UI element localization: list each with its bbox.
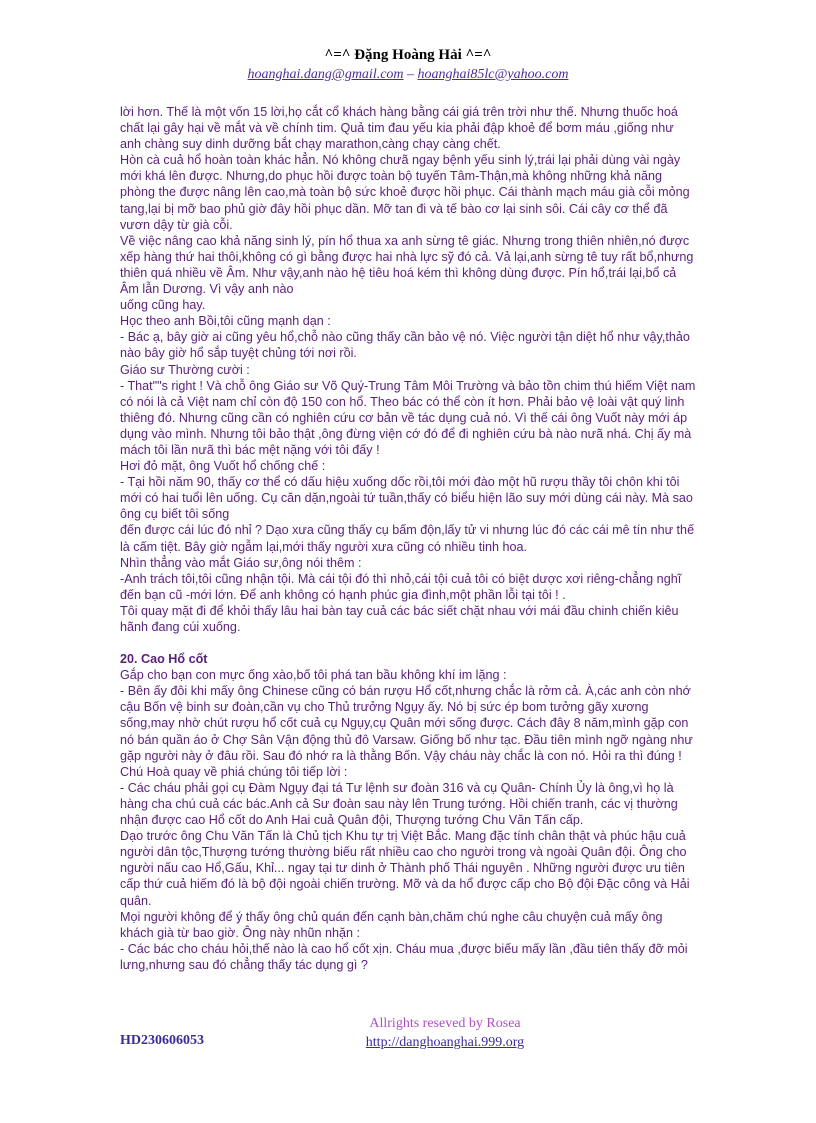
paragraph: Hòn cà cuả hổ hoàn toàn khác hẳn. Nó không chưã ngay bệnh yếu sinh lý,trái lại phải dùng vài ngày mới khá lên được. Nhưng,do phục hồi được toàn bộ tuyến Tâm-Thận,mà không những khả năng phòng the được nâng lên cao,mà toàn bộ sức khoẻ được hồi phục. Cái thành mạch máu già cỗi mỏng tang,lại bị mỡ bao phủ giờ đây hồi phục dần. Mỡ tan đi và tế bào cơ lại sinh sôi. Cái cây cơ thể đã vươn dậy từ già cỗi.: [120, 153, 690, 232]
paragraph: Học theo anh Bồi,tôi cũng mạnh dạn :: [120, 314, 331, 329]
paragraph: Nhìn thẳng vào mắt Giáo sư,ông nói thêm :: [120, 555, 362, 570]
email-separator: –: [403, 67, 418, 82]
paragraph: uống cũng hay.: [120, 298, 206, 313]
paragraph: - Tại hồi năm 90, thấy cơ thể có dấu hiệu xuống dốc rồi,tôi mới đào một hũ rượu thầy tôi chôn khi tôi mới có hai tuổi lên uống. Cụ căn dặn,ngoài tứ tuần,thấy có biểu hiện lão suy mới dùng cái này. Mà sao ông cụ biết tôi sống: [120, 475, 693, 522]
page-footer: [330, 1014, 560, 1052]
paragraph: Hơi đỏ mặt, ông Vuốt hổ chống chế :: [120, 459, 326, 474]
author-emails: [0, 66, 816, 84]
page-header: [0, 46, 816, 84]
document-body: [120, 104, 698, 973]
section-title: 20. Cao Hổ cốt: [120, 652, 208, 667]
paragraph: - That""s right ! Và chỗ ông Giáo sư Võ Quý-Trung Tâm Môi Trường và bảo tồn chim thú hiếm Việt nam có nói là cả Việt nam chỉ còn độ 150 con hổ. Theo bác có thể còn ít hơn. Phải bảo vệ loài vật quý linh thiêng đó. Nhưng cũng cần có nghiên cứu cơ bản về tác dụng cuả nó. Vì thế cái ông Vuốt này mới áp dụng vào mình. Nhưng tôi bảo thật ,ông đừng viện cớ đó để đi nghiên cứu bà nào nưã nhá. Chị ấy mà mách tôi lần nưã thì bác mệt nặng với tôi đấy !: [120, 378, 696, 457]
paragraph: Chú Hoà quay về phiá chúng tôi tiếp lời :: [120, 764, 348, 779]
paragraph: lời hơn. Thế là một vốn 15 lời,họ cắt cổ khách hàng bằng cái giá trên trời như thế. Nhưng thuốc hoá chất lại gây hại về mắt và về chính tim. Quả tim đau yếu kia phải đập khoẻ để bơm máu ,giống như anh chàng suy dinh dưỡng bắt chạy marathon,càng chạy càng chết.: [120, 105, 678, 152]
paragraph: - Bác ạ, bây giờ ai cũng yêu hổ,chỗ nào cũng thấy cần bảo vệ nó. Việc người tận diệt hổ như vậy,thảo nào bây giờ hổ sắp tuyệt chủng tới nơi rồi.: [120, 330, 690, 361]
document-id: HD230606053: [120, 1033, 204, 1048]
paragraph: Dạo trước ông Chu Văn Tấn là Chủ tịch Khu tự trị Việt Bắc. Mang đặc tính chân thật và phúc hậu cuả người dân tộc,Thượng tướng thường biếu rất nhiều cao cho người trong và ngoài Quân đội. Ông cho người nấu cao Hổ,Gấu, Khỉ... ngay tại tư dinh ở Thành phố Thái nguyên . Những người được ưu tiên cấp thứ cuả hiếm đó là bộ đội ngoài chiến trường. Mỡ và da hổ được cấp cho Bộ đội Đặc công và Hải quân.: [120, 829, 690, 908]
paragraph: Giáo sư Thường cười :: [120, 362, 250, 377]
email-link-gmail[interactable]: hoanghai.dang@gmail.com: [247, 67, 404, 82]
paragraph: - Các cháu phải gọi cụ Đàm Ngụy đại tá Tư lệnh sư đoàn 316 và cụ Quân- Chính Ủy là ông,vì họ là hàng cha chú cuả các bác.Anh cả Sư đoàn sau này lên Trung tướng. Hồi chiến tranh, các vị thường nhận được cao Hổ cốt do Anh Hai cuả Quân đội, Thượng tướng Chu Văn Tấn cấp.: [120, 780, 678, 828]
paragraph: Tôi quay mặt đi để khỏi thấy lâu hai bàn tay cuả các bác siết chặt nhau với mái đầu chinh chiến kiêu hãnh đang cúi xuống.: [120, 603, 679, 634]
paragraph: - Bên ấy đôi khi mấy ông Chinese cũng có bán rượu Hổ cốt,nhưng chắc là rởm cả. À,các anh còn nhớ cậu Bốn vệ binh sư đoàn,cần vụ cho Thủ trưởng Ngụy ấy. Nó bị sức ép bom tưởng gãy xương sống,may nhờ chút rượu hổ cốt cuả cụ Ngụy,cụ Quân mới sống được. Cách đây 8 năm,mình gặp con nó bán quần áo ở Chợ Sân Vận động thủ đô Varsaw. Giống bố như tạc. Đầu tiên mình ngỡ ngàng như gặp người này ở đâu rồi. Sau đó nhớ ra là thằng Bốn. Vậy cháu này chắc là con nó. Hỏi ra thì đúng !: [120, 684, 693, 763]
copyright-notice: Allrights reseved by Rosea: [369, 1016, 521, 1031]
paragraph: đến được cái lúc đó nhỉ ? Dạo xưa cũng thấy cụ bấm độn,lấy tử vi nhưng lúc đó các cái mê tín như thế là cấm tiệt. Bây giờ ngẫm lại,mới thấy người xưa cũng có nhiều tinh hoa.: [120, 523, 695, 554]
paragraph: Mọi người không để ý thấy ông chủ quán đến cạnh bàn,chăm chú nghe câu chuyện cuả mấy ông khách già từ bao giờ. Ông này nhũn nhặn :: [120, 909, 663, 940]
paragraph: - Các bác cho cháu hỏi,thế nào là cao hổ cốt xịn. Cháu mua ,được biếu mấy lần ,đầu tiên thấy đỡ mỏi lưng,nhưng sau đó chẳng thấy tác dụng gì ?: [120, 941, 688, 972]
paragraph: Gắp cho bạn con mực ống xào,bố tôi phá tan bầu không khí im lặng :: [120, 668, 507, 683]
email-link-yahoo[interactable]: hoanghai85lc@yahoo.com: [417, 67, 569, 82]
paragraph: -Anh trách tôi,tôi cũng nhận tội. Mà cái tội đó thì nhỏ,cái tội cuả tôi có biệt dược xơi riêng-chẳng nghĩ đến bạn cũ -mới lớn. Để anh không có hạnh phúc gia đình,một phần lỗi tại tôi ! .: [120, 571, 682, 602]
website-link[interactable]: http://danghoanghai.999.org: [365, 1035, 525, 1050]
author-title: ^=^ Đặng Hoàng Hải ^=^: [324, 47, 492, 63]
paragraph: Về việc nâng cao khả năng sinh lý, pín hổ thua xa anh sừng tê giác. Nhưng trong thiên nhiên,nó được xếp hàng thứ hai thôi,không có gì bằng được hai nhà lực sỹ đó cả. Vả lại,anh sừng tê tuy rất bổ,nhưng thiên quá nhiều về Âm. Như vậy,anh nào hệ tiêu hoá kém thì không dùng được. Pín hổ,trái lại,bổ cả Âm lẫn Dương. Vì vậy anh nào: [120, 233, 694, 297]
